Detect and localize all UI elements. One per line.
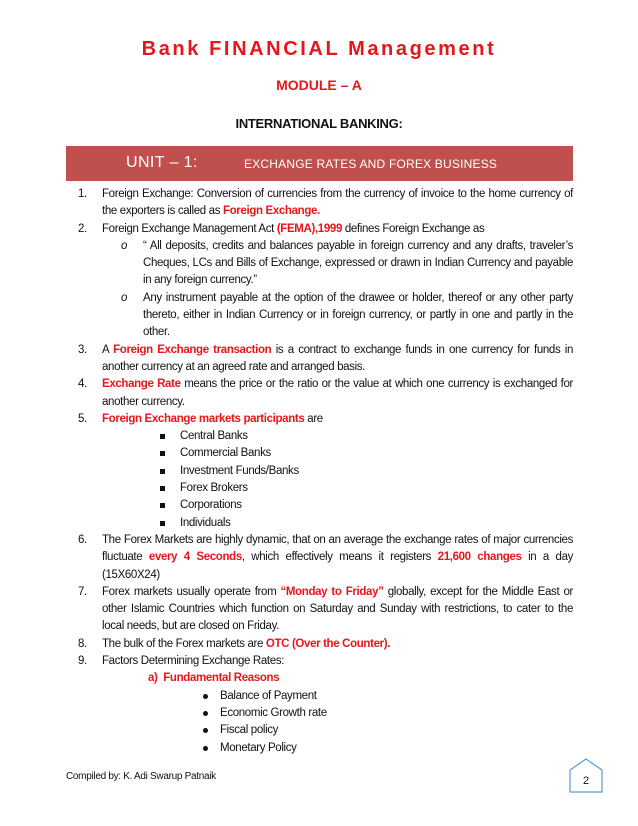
section-heading: INTERNATIONAL BANKING: [235, 116, 403, 131]
participant-label: Corporations [180, 499, 242, 512]
sub-item-text: Any instrument payable at the option of the drawee or holder, thereof or any other party thereto, either in Indian Currency or in foreign currency, or partly in one and partly in the other. [143, 291, 573, 339]
square-bullet-icon [160, 451, 165, 456]
highlight-term: “Monday to Friday” [280, 585, 384, 598]
item-number: 8. [78, 637, 87, 650]
item-text: means the price or the ratio or the value at which one currency is exchanged for another currency. [102, 378, 573, 408]
round-bullet-icon [203, 711, 208, 716]
item-text: The Forex Markets are highly dynamic, that on an average the exchange rates of major currencies fluctuate [102, 533, 573, 564]
item-number: 1. [78, 188, 87, 200]
factor-label: Economic Growth rate [220, 706, 327, 719]
highlight-term: OTC (Over the Counter). [265, 637, 391, 650]
item-text: Foreign Exchange Management Act [102, 222, 277, 235]
item-text: , which effectively means it registers [241, 551, 438, 564]
participant-item [76, 445, 573, 462]
item-number: 4. [78, 378, 87, 391]
document-title: Bank FINANCIAL Management [141, 38, 497, 60]
participant-item [76, 463, 573, 480]
footer-compiler: Compiled by: K. Adi Swarup Patnaik [66, 771, 216, 782]
square-bullet-icon [160, 434, 165, 439]
item-number: 3. [78, 343, 87, 356]
highlight-term: Exchange Rate [102, 378, 181, 391]
list-item [76, 532, 573, 584]
factor-label: Balance of Payment [220, 689, 317, 702]
item-text: defines Foreign Exchange as [342, 222, 485, 235]
highlight-term: 21,600 changes [437, 551, 522, 564]
round-bullet-icon [203, 746, 208, 751]
sub-heading-label: a) [148, 672, 158, 685]
unit-topic: EXCHANGE RATES AND FOREX BUSINESS [244, 157, 498, 171]
list-item [76, 584, 573, 636]
sub-item [76, 290, 573, 342]
participant-label: Central Banks [180, 430, 248, 443]
sub-heading [76, 670, 573, 687]
unit-header-bar [66, 146, 573, 181]
item-text: Factors Determining Exchange Rates: [102, 655, 285, 668]
list-item [76, 342, 573, 377]
content-list [76, 186, 573, 757]
round-bullet-icon [203, 728, 208, 733]
factor-item [76, 740, 573, 757]
factor-item [76, 688, 573, 705]
factor-label: Monetary Policy [220, 741, 297, 754]
item-text: are [304, 412, 323, 425]
sub-heading-text: Fundamental Reasons [163, 672, 280, 685]
list-item [76, 376, 573, 411]
item-number: 5. [78, 412, 87, 425]
participant-item [76, 480, 573, 497]
circle-bullet-icon: o [121, 291, 128, 304]
list-item [76, 186, 573, 221]
item-number: 7. [78, 585, 87, 598]
participant-label: Forex Brokers [180, 482, 248, 495]
list-item [76, 653, 573, 670]
list-item [76, 636, 573, 653]
unit-number: UNIT – 1: [126, 154, 198, 171]
square-bullet-icon [160, 503, 165, 508]
item-text: globally, except for the Middle East or other Islamic Countries which function on Saturday and Sunday with restrictions, to cater to the local needs, but are closed on Friday. [102, 585, 573, 633]
highlight-term: Foreign Exchange markets participants [102, 412, 305, 425]
participant-label: Investment Funds/Banks [180, 464, 299, 477]
item-text: The bulk of the Forex markets are [102, 637, 266, 650]
item-text: is a contract to exchange funds in one currency for funds in another currency at an agreed rate and arranged basis. [102, 343, 574, 373]
square-bullet-icon [160, 521, 165, 526]
participant-label: Commercial Banks [180, 447, 271, 460]
square-bullet-icon [160, 486, 165, 491]
list-item [76, 411, 573, 428]
item-text: A [102, 343, 114, 356]
square-bullet-icon [160, 469, 165, 474]
page-number-badge [568, 758, 604, 798]
sub-item [76, 238, 573, 290]
item-number: 6. [78, 533, 87, 546]
participant-item [76, 497, 573, 514]
page-number: 2 [582, 775, 590, 787]
highlight-term: (FEMA),1999 [276, 222, 342, 235]
module-heading: MODULE – A [276, 77, 362, 93]
item-text: Forex markets usually operate from [102, 585, 281, 598]
highlight-term: every 4 Seconds [148, 551, 242, 564]
item-number: 2. [78, 222, 87, 235]
participant-item [76, 428, 573, 445]
item-text: in a day (15X60X24) [102, 551, 574, 581]
participant-label: Individuals [180, 516, 231, 529]
factor-item [76, 705, 573, 722]
circle-bullet-icon: o [121, 239, 128, 252]
sub-item-text: “ All deposits, credits and balances payable in foreign currency and any drafts, traveler’s Cheques, LCs and Bills of Exchange, expressed or drawn in Indian Currency and payable in any foreign currency.” [143, 239, 573, 287]
highlight-term: Foreign Exchange. [222, 205, 320, 218]
list-item [76, 221, 573, 238]
round-bullet-icon [203, 694, 208, 699]
factor-item [76, 722, 573, 739]
item-number: 9. [78, 655, 87, 668]
highlight-term: Foreign Exchange transaction [113, 343, 272, 356]
factor-label: Fiscal policy [220, 724, 279, 737]
participant-item [76, 515, 573, 532]
item-text: Foreign Exchange: Conversion of currencies from the currency of invoice to the home currency of the exporters is called as [102, 188, 573, 218]
